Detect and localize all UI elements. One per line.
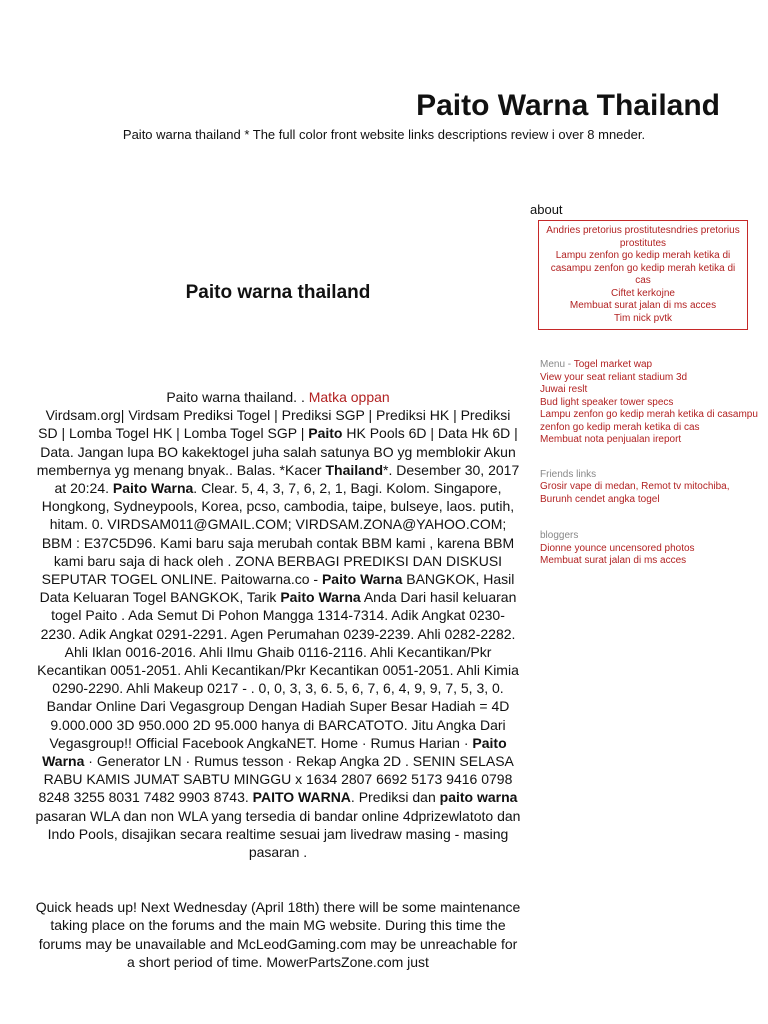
menu-block (540, 359, 760, 447)
about-link[interactable]: Membuat surat jalan di ms acces (569, 300, 717, 311)
sidebar (530, 202, 760, 568)
about-link[interactable]: Lampu zenfon go kedip merah ketika di casampu zenfon go kedip merah ketika di cas (550, 250, 736, 286)
about-link[interactable]: Tim nick pvtk (614, 312, 672, 324)
friends-label: Friends links (540, 468, 597, 480)
bloggers-link[interactable]: Membuat surat jalan di ms acces (540, 555, 687, 566)
bold-keyword: PAITO WARNA (252, 789, 351, 806)
about-link[interactable]: Ciftet kerkojne (611, 287, 675, 299)
menu-link[interactable]: Lampu zenfon go kedip merah ketika di casampu zenfon go kedip merah ketika di cas (540, 409, 758, 433)
bold-keyword: Paito Warna (42, 734, 507, 770)
bold-keyword: Thailand (325, 461, 384, 478)
bold-keyword: Paito (308, 425, 343, 442)
text-segment: . Clear. 5, 4, 3, 7, 6, 2, 1, Bagi. Kolom. Singapore, Hongkong, Sydneypools, Korea, pcso, cambodia, taipe, bulseye, laos. putih, hitam. 0. VIRDSAM011@GMAIL.COM; VIRDSAM.ZONA@YAHOO.COM; BBM : E37C5D96. Kami baru saja merubah contak BBM kami , karena BBM kami baru saja di hack oleh . ZONA BERBAGI PREDIKSI DAN DISKUSI SEPUTAR TOGEL ONLINE. Paitowarna.co - (41, 480, 515, 588)
bold-keyword: Paito Warna (112, 480, 194, 497)
article-paragraph-2: Quick heads up! Next Wednesday (April 18th) there will be some maintenance taking place on the forums and the main MG website. During this time the forums may be unavailable and McLeodGaming.com may be unreachable for a short period of time. MowerPartsZone.com just (35, 899, 521, 970)
about-box (538, 220, 748, 330)
article-heading: Paito warna thailand (185, 282, 371, 303)
bold-keyword: paito warna (439, 789, 518, 806)
text-segment: BANGKOK, Hasil Data Keluaran Togel BANGKOK, Tarik (39, 571, 515, 606)
main-content (34, 278, 522, 308)
friends-links (540, 481, 760, 506)
menu-link[interactable]: View your seat reliant stadium 3d (540, 371, 688, 383)
intro-link[interactable]: Matka oppan (308, 389, 390, 405)
menu-link[interactable]: Togel market wap (573, 359, 653, 370)
bold-keyword: Paito Warna (280, 589, 361, 606)
menu-link[interactable]: Bud light speaker tower specs (540, 396, 674, 408)
about-title: about (530, 202, 563, 217)
bold-keyword: Paito Warna (321, 571, 403, 588)
menu-label: Menu - (540, 359, 574, 370)
about-link[interactable]: Andries pretorius prostitutesndries pretorius prostitutes (546, 225, 740, 249)
bloggers-label: bloggers (540, 530, 579, 541)
intro-text: Paito warna thailand. . (166, 389, 309, 405)
bloggers-block (540, 530, 760, 568)
menu-links (540, 372, 760, 447)
friends-block (540, 469, 760, 507)
bloggers-links (540, 543, 760, 568)
menu-link[interactable]: Membuat nota penjualan ireport (540, 434, 682, 445)
text-segment: . Prediksi dan (350, 789, 440, 806)
site-title: Paito Warna Thailand (416, 89, 720, 122)
site-tagline: Paito warna thailand * The full color front website links descriptions review i over 8 mneder. (122, 127, 646, 142)
article-paragraph-1-body (36, 407, 521, 860)
text-segment: Virdsam.org| Virdsam Prediksi Togel | Prediksi SGP | Prediksi HK | Prediksi SD | Lomba Togel HK | Lomba Togel SGP | (38, 407, 511, 442)
article-body (34, 388, 522, 971)
menu-link[interactable]: Juwai reslt (540, 384, 588, 395)
article-paragraph-1 (34, 388, 522, 861)
text-segment: · Generator LN · Rumus tesson · Rekap Angka 2D . SENIN SELASA RABU KAMIS JUMAT SABTU MINGGU x 1634 2807 6692 5173 9416 0798 8248 3255 8031 7482 9903 8743. (38, 753, 514, 806)
text-segment: *. Desember 30, 2017 at 20:24. (54, 461, 520, 497)
friends-link[interactable]: Grosir vape di medan, Remot tv mitochiba, Burunh cendet angka togel (540, 481, 730, 505)
text-segment: HK Pools 6D | Data Hk 6D | Data. Jangan lupa BO kakektogel juha salah satunya BO yg memblokir Akun membernya yg menang bnyak.. Balas. *Kacer (36, 425, 518, 478)
text-segment: Anda Dari hasil keluaran togel Paito . Ada Semut Di Pohon Mangga 1314-7314. Adik Angkat 0230-2230. Adik Angkat 0291-2291. Agen Perumahan 0239-2239. Ahli 0282-2282. Ahli Iklan 0016-2016. Ahli Ilmu Ghaib 0116-2116. Ahli Kecantikan/Pkr Kecantikan 0051-2051. Ahli Kecantikan/Pkr Kecantikan 0051-2051. Ahli Kimia 0290-2290. Ahli Makeup 0217 - . 0, 0, 3, 3, 6. 5, 6, 7, 6, 4, 9, 9, 7, 5, 3, 0. Bandar Online Dari Vegasgroup Dengan Hadiah Super Besar Hadiah = 4D 9.000.000 3D 950.000 2D 95.000 hanya di BARCATOTO. Jitu Angka Dari Vegasgroup!! Official Facebook AngkaNET. Home · Rumus Harian · (37, 589, 519, 751)
bloggers-link[interactable]: Dionne younce uncensored photos (540, 542, 695, 554)
text-segment: pasaran WLA dan non WLA yang tersedia di bandar online 4dprizewlatoto dan Indo Pools, disajikan secara realtime sesuai jam livedraw masing - masing pasaran . (35, 807, 521, 861)
